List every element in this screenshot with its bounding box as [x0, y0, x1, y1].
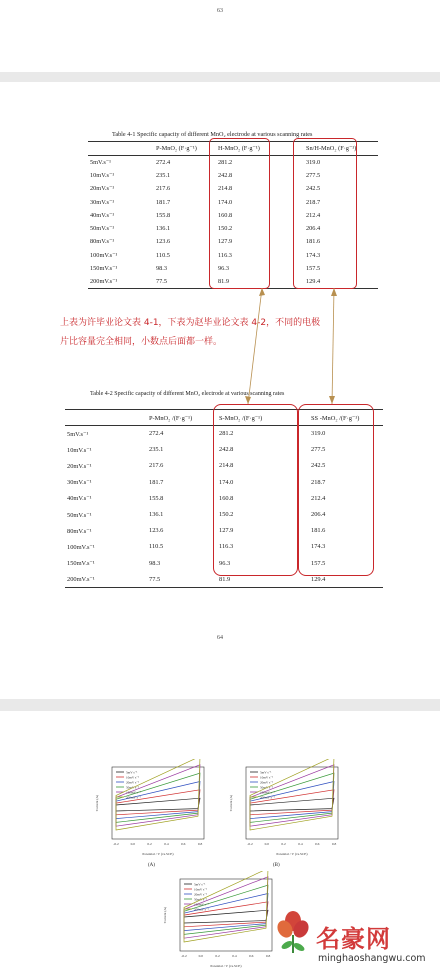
table2-cell: 200mV.s⁻¹	[67, 576, 95, 584]
legend-label: 5mV s⁻¹	[126, 770, 138, 775]
table2-cell: 277.5	[311, 446, 326, 454]
x-tick-label: -0.2	[181, 954, 187, 958]
arrow-head-sn-bottom	[329, 396, 335, 404]
legend-label: 100mV s⁻¹	[126, 790, 141, 795]
table2-cell: 150mV.s⁻¹	[67, 560, 95, 568]
table1-cell: 40mV.s⁻¹	[90, 211, 115, 219]
watermark-logo	[272, 907, 314, 955]
table2-cell: 272.4	[149, 430, 164, 438]
table1-cell: 160.8	[218, 211, 233, 219]
legend-label: 200mV s⁻¹	[260, 795, 275, 800]
table1-cell: 174.3	[306, 251, 321, 259]
page-gap	[0, 72, 440, 82]
table2-cell: 242.8	[219, 446, 234, 454]
legend-label: 50mV s⁻¹	[126, 785, 140, 790]
table2-cell: 5mV.s⁻¹	[67, 430, 89, 438]
table2-cell: 174.0	[219, 478, 234, 486]
table2-cell: 174.3	[311, 543, 326, 551]
x-tick-label: 0.2	[147, 842, 152, 846]
table1-cell: 242.5	[306, 185, 321, 193]
cv-chart-b	[226, 759, 346, 859]
table2-header-cell: S-MnO₂ /(F·g⁻¹)	[219, 414, 263, 422]
legend-label: 20mV s⁻¹	[194, 892, 208, 897]
legend-label: 200mV s⁻¹	[126, 795, 141, 800]
y-axis-label: Current (A)	[163, 906, 167, 924]
x-tick-label: -0.2	[113, 842, 119, 846]
x-tick-label: -0.2	[247, 842, 253, 846]
x-tick-label: 0.6	[315, 842, 320, 846]
table1-cell: 81.9	[218, 278, 230, 286]
table1-cell: 150.2	[218, 225, 233, 233]
table1-cell: 206.4	[306, 225, 321, 233]
table2-cell: 212.4	[311, 494, 326, 502]
table2-cell: 81.9	[219, 575, 231, 583]
table2-cell: 217.6	[149, 462, 164, 470]
table1-cell: 181.7	[156, 198, 171, 206]
x-tick-label: 0.0	[130, 842, 135, 846]
table2-cell: 206.4	[311, 511, 326, 519]
table1-cell: 50mV.s⁻¹	[90, 225, 115, 233]
highlight-box-s-mno2	[213, 404, 298, 576]
cv-chart-a	[92, 759, 212, 859]
table2-cell: 181.7	[149, 478, 164, 486]
cv-chart-svg	[92, 759, 212, 859]
table1-cell: 127.9	[218, 238, 233, 246]
table1-caption: Table 4-1 Specific capacity of different MnO₂ electrode at various scanning rates	[112, 131, 313, 138]
legend-label: 50mV s⁻¹	[260, 785, 274, 790]
table1-header-cell: H-MnO₂ (F·g⁻¹)	[218, 145, 260, 152]
legend-label: 50mV s⁻¹	[194, 897, 208, 902]
table1-header-cell: P-MnO₂ (F·g⁻¹)	[156, 145, 197, 152]
table1-cell: 319.0	[306, 158, 321, 166]
table2-cell: 110.5	[149, 543, 164, 551]
table1-cell: 174.0	[218, 198, 233, 206]
table1-cell: 116.3	[218, 251, 232, 259]
table1-header-cell: Sn/H-MnO₂ (F·g⁻¹)	[306, 145, 357, 152]
table2-cell: 218.7	[311, 478, 326, 486]
table2-cell: 214.8	[219, 462, 234, 470]
table2-cell: 50mV.s⁻¹	[67, 511, 92, 519]
flower-icon	[272, 907, 314, 955]
panel-label-a: (A)	[148, 863, 155, 868]
legend-label: 200mV s⁻¹	[194, 907, 209, 912]
legend-label: 100mV s⁻¹	[260, 790, 275, 795]
highlight-box-ss-mno2	[298, 404, 374, 576]
x-tick-label: 0.4	[232, 954, 237, 958]
legend-label: 5mV s⁻¹	[260, 770, 272, 775]
table2-cell: 116.3	[219, 543, 234, 551]
x-tick-label: 0.6	[249, 954, 254, 958]
table2-cell: 150.2	[219, 511, 234, 519]
table1-cell: 80mV.s⁻¹	[90, 238, 115, 246]
y-axis-label: Current (A)	[229, 794, 233, 812]
arrow-head-h-bottom	[245, 396, 251, 404]
table1-cell: 235.1	[156, 171, 171, 179]
table2-header-cell	[65, 410, 147, 426]
legend-label: 100mV s⁻¹	[194, 902, 209, 907]
legend-label: 20mV s⁻¹	[126, 780, 140, 785]
legend-label: 10mV s⁻¹	[260, 775, 274, 780]
table2-header-cell: SS -MnO₂ /(F·g⁻¹)	[311, 414, 360, 422]
legend-label: 5mV s⁻¹	[194, 882, 206, 887]
arrow-head-sn-top	[331, 288, 337, 296]
table1-cell: 5mV.s⁻¹	[90, 158, 112, 166]
table2-cell: 80mV.s⁻¹	[67, 527, 92, 535]
table2-cell: 10mV.s⁻¹	[67, 446, 92, 454]
panel-label-b: (B)	[273, 863, 280, 868]
table2-cell: 127.9	[219, 527, 234, 535]
y-axis-label: Current (A)	[95, 794, 99, 812]
legend-label: 10mV s⁻¹	[126, 775, 140, 780]
cv-chart-svg	[160, 871, 280, 971]
x-tick-label: 0.8	[265, 954, 271, 958]
page-number-mid: 64	[217, 635, 223, 641]
x-tick-label: 0.4	[298, 842, 303, 846]
arrow-line-sn	[332, 288, 334, 404]
table1-cell: 200mV.s⁻¹	[90, 278, 118, 286]
arrow-head-h-top	[259, 288, 265, 296]
table2-cell: 20mV.s⁻¹	[67, 462, 92, 470]
legend-label: 10mV s⁻¹	[194, 887, 208, 892]
x-tick-label: 0.2	[281, 842, 286, 846]
table1-cell: 181.6	[306, 238, 321, 246]
annotation-line-2: 片比容量完全相同，小数点后面都一样。	[60, 337, 223, 347]
table1-cell: 110.5	[156, 251, 170, 259]
table1-cell: 10mV.s⁻¹	[90, 171, 115, 179]
legend-label: 20mV s⁻¹	[260, 780, 274, 785]
table2-cell: 100mV.s⁻¹	[67, 543, 95, 551]
table1-cell: 214.8	[218, 185, 233, 193]
table1-cell: 129.4	[306, 278, 321, 286]
table2-cell: 160.8	[219, 494, 234, 502]
table1-cell: 98.3	[156, 265, 168, 273]
table2-cell: 123.6	[149, 527, 164, 535]
cv-chart-c	[160, 871, 280, 971]
table2-cell: 281.2	[219, 430, 234, 438]
table2-cell: 181.6	[311, 527, 326, 535]
table1-cell: 281.2	[218, 158, 233, 166]
table1-cell: 277.5	[306, 171, 321, 179]
x-tick-label: 0.8	[197, 842, 203, 846]
x-axis-label: Potential / V (vs.SCE)	[210, 964, 242, 968]
watermark-url: minghaoshangwu.com	[318, 953, 426, 964]
x-tick-label: 0.0	[198, 954, 203, 958]
table1-cell: 150mV.s⁻¹	[90, 265, 118, 273]
table2-cell: 77.5	[149, 575, 161, 583]
table1-cell: 20mV.s⁻¹	[90, 185, 115, 193]
x-tick-label: 0.2	[215, 954, 220, 958]
page-64	[0, 82, 440, 699]
x-axis-label: Potential / V (vs.SCE)	[142, 852, 174, 856]
table2-cell: 30mV.s⁻¹	[67, 479, 92, 487]
table2-header-cell: P-MnO₂ /(F·g⁻¹)	[149, 414, 193, 422]
table1-cell: 123.6	[156, 238, 171, 246]
x-tick-label: 0.0	[264, 842, 269, 846]
table1-cell: 157.5	[306, 265, 321, 273]
table2-caption: Table 4-2 Specific capacity of different MnO₂ electrode at various scanning rates	[90, 391, 285, 397]
table1-cell: 212.4	[306, 211, 321, 219]
watermark-title: 名豪网	[316, 925, 391, 953]
page-gap	[0, 699, 440, 711]
table2-cell: 129.4	[311, 575, 326, 583]
table1-cell: 96.3	[218, 265, 230, 273]
page-number-top: 63	[217, 8, 223, 14]
table2-cell: 319.0	[311, 430, 326, 438]
table2-cell: 235.1	[149, 446, 164, 454]
annotation-line-1: 上表为许毕业论文表 4-1，下表为赵毕业论文表 4-2，不同的电极	[60, 318, 321, 328]
table1-cell: 30mV.s⁻¹	[90, 198, 115, 206]
table1-cell: 218.7	[306, 198, 321, 206]
x-tick-label: 0.6	[181, 842, 186, 846]
table2-cell: 157.5	[311, 559, 326, 567]
table1-cell: 136.1	[156, 225, 171, 233]
x-tick-label: 0.8	[331, 842, 337, 846]
table1-cell: 272.4	[156, 158, 171, 166]
table2-cell: 155.8	[149, 494, 164, 502]
table2-cell: 98.3	[149, 559, 161, 567]
x-axis-label: Potential / V (vs.SCE)	[276, 852, 308, 856]
table1-cell: 77.5	[156, 278, 168, 286]
arrow-line-h	[248, 288, 262, 404]
table1-cell: 217.6	[156, 185, 171, 193]
table2-cell: 242.5	[311, 462, 326, 470]
x-tick-label: 0.4	[164, 842, 169, 846]
cv-chart-svg	[226, 759, 346, 859]
table2-cell: 96.3	[219, 559, 231, 567]
table2-cell: 40mV.s⁻¹	[67, 495, 92, 503]
table1-cell: 242.8	[218, 171, 233, 179]
table1-cell: 100mV.s⁻¹	[90, 251, 118, 259]
page-65-figures	[0, 711, 440, 978]
table1-cell: 155.8	[156, 211, 171, 219]
table2-cell: 136.1	[149, 511, 164, 519]
page-63-bottom	[0, 0, 440, 72]
